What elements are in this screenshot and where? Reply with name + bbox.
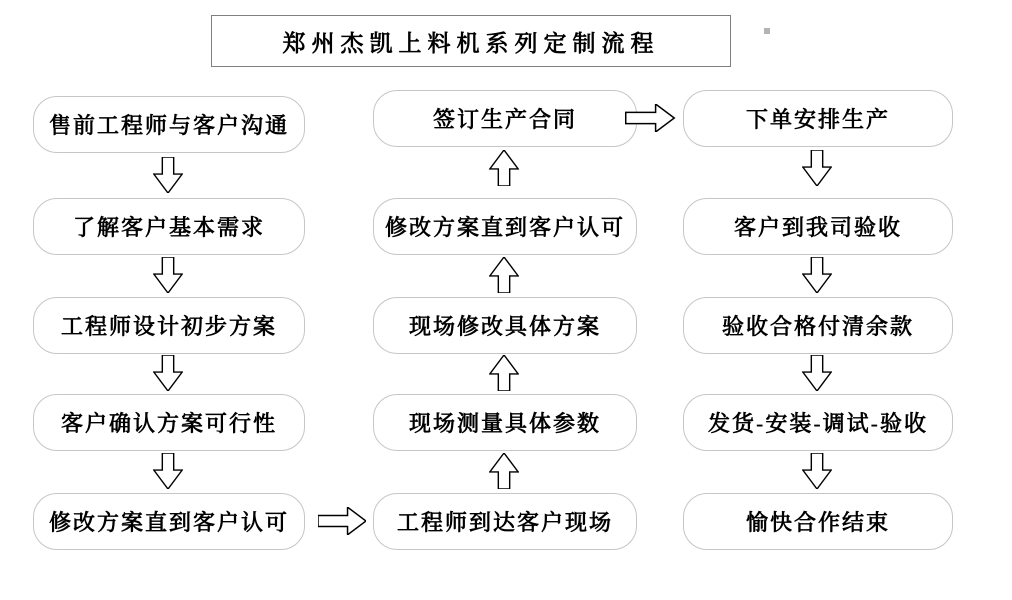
step-presales-communication: 售前工程师与客户沟通 [33, 96, 305, 153]
down-arrow-icon [153, 157, 183, 193]
step-confirm-feasibility: 客户确认方案可行性 [33, 394, 305, 451]
step-measure-parameters: 现场测量具体参数 [373, 394, 637, 451]
step-cooperation-end: 愉快合作结束 [683, 493, 953, 550]
up-arrow-icon [489, 355, 519, 391]
down-arrow-icon [153, 257, 183, 293]
right-arrow-icon [623, 104, 677, 132]
up-arrow-icon [489, 257, 519, 293]
step-modify-onsite-plan: 现场修改具体方案 [373, 297, 637, 354]
down-arrow-icon [802, 257, 832, 293]
flowchart-title: 郑州杰凯上料机系列定制流程 [211, 15, 731, 67]
step-place-order: 下单安排生产 [683, 90, 953, 147]
step-pay-balance: 验收合格付清余款 [683, 297, 953, 354]
down-arrow-icon [802, 453, 832, 489]
down-arrow-icon [153, 453, 183, 489]
step-ship-install-debug-accept: 发货-安装-调试-验收 [683, 394, 953, 451]
step-revise-until-approved: 修改方案直到客户认可 [33, 493, 305, 550]
step-sign-contract: 签订生产合同 [373, 90, 637, 147]
step-initial-design: 工程师设计初步方案 [33, 297, 305, 354]
right-arrow-icon [318, 507, 366, 535]
down-arrow-icon [153, 355, 183, 391]
up-arrow-icon [489, 453, 519, 489]
step-factory-acceptance: 客户到我司验收 [683, 198, 953, 255]
selection-handle-dot [764, 28, 770, 34]
down-arrow-icon [802, 150, 832, 186]
step-revise-onsite-until-approved: 修改方案直到客户认可 [373, 198, 637, 255]
step-engineer-arrives: 工程师到达客户现场 [373, 493, 637, 550]
up-arrow-icon [489, 150, 519, 186]
step-understand-needs: 了解客户基本需求 [33, 198, 305, 255]
down-arrow-icon [802, 355, 832, 391]
